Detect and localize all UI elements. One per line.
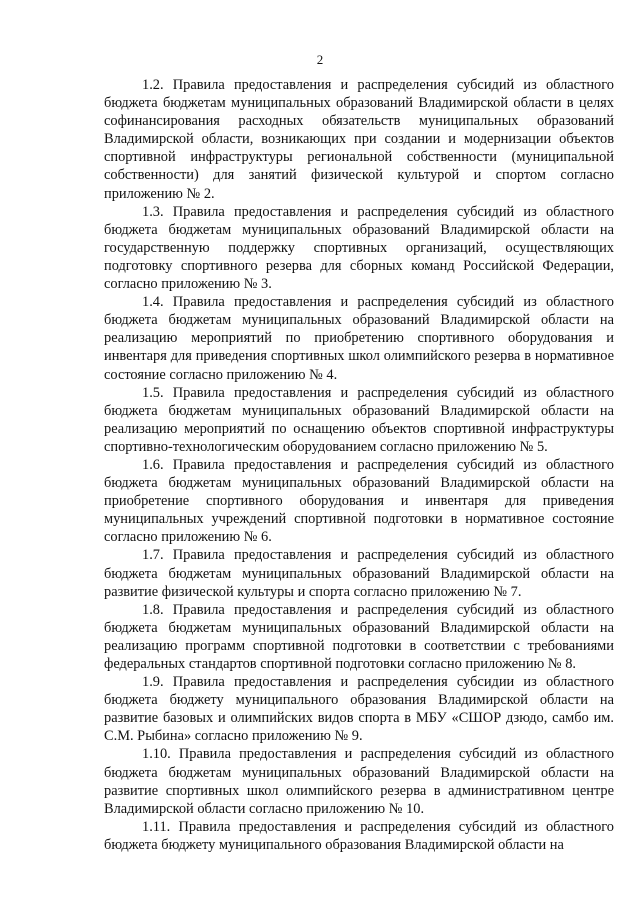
paragraph-1-6: 1.6. Правила предоставления и распределения субсидий из областного бюджета бюджетам муниципальных образований Владимирской области на приобретение спортивного оборудования и инвентаря для приведения муниципальных учреждений спортивной подготовки в нормативное состояние согласно приложению № 6. <box>104 456 614 546</box>
paragraph-1-4: 1.4. Правила предоставления и распределения субсидий из областного бюджета бюджетам муниципальных образований Владимирской области на реализацию мероприятий по приобретению спортивного оборудования и инвентаря для приведения спортивных школ олимпийского резерва в нормативное состояние согласно приложению № 4. <box>104 294 614 383</box>
paragraph-1-11: 1.11. Правила предоставления и распределения субсидий из областного бюджета бюджету муниципального образования Владимирской области на <box>104 818 614 853</box>
paragraph-1-10: 1.10. Правила предоставления и распределения субсидий из областного бюджета бюджетам муниципальных образований Владимирской области на развитие спортивных школ олимпийского резерва в административном центре Владимирской области согласно приложению № 10. <box>104 746 614 817</box>
paragraph-1-3: 1.3. Правила предоставления и распределения субсидий из областного бюджета бюджетам муниципальных образований Владимирской области на государственную поддержку спортивных организаций, осуществляющих подготовку спортивного резерва для сборных команд Российской Федерации, согласно приложению № 3. <box>104 203 614 293</box>
paragraph-1-7: 1.7. Правила предоставления и распределения субсидий из областного бюджета бюджетам муниципальных образований Владимирской области на развитие физической культуры и спорта согласно приложению № 7. <box>104 547 614 600</box>
paragraph-1-5: 1.5. Правила предоставления и распределения субсидий из областного бюджета бюджетам муниципальных образований Владимирской области на реализацию мероприятий по оснащению объектов спортивной инфраструктуры спортивно-технологическим оборудованием согласно приложению № 5. <box>104 384 614 455</box>
paragraph-1-2: 1.2. Правила предоставления и распределения субсидий из областного бюджета бюджетам муниципальных образований Владимирской области в целях софинансирования расходных обязательств муниципальных образований Владимирской области, возникающих при создании и модернизации объектов спортивной инфраструктуры региональной собственности (муниципальной собственности) для занятий физической культурой и спортом согласно приложению № 2. <box>104 77 614 202</box>
paragraph-1-8: 1.8. Правила предоставления и распределения субсидий из областного бюджета бюджетам муниципальных образований Владимирской области на реализацию программ спортивной подготовки в соответствии с требованиями федеральных стандартов спортивной подготовки согласно приложению № 8. <box>104 601 614 672</box>
page-number: 2 <box>316 52 324 67</box>
document-body <box>104 76 614 854</box>
paragraph-1-9: 1.9. Правила предоставления и распределения субсидии из областного бюджета бюджету муниципального образования Владимирской области на развитие базовых и олимпийских видов спорта в МБУ «СШОР дзюдо, самбо им. С.М. Рыбина» согласно приложению № 9. <box>104 674 614 745</box>
